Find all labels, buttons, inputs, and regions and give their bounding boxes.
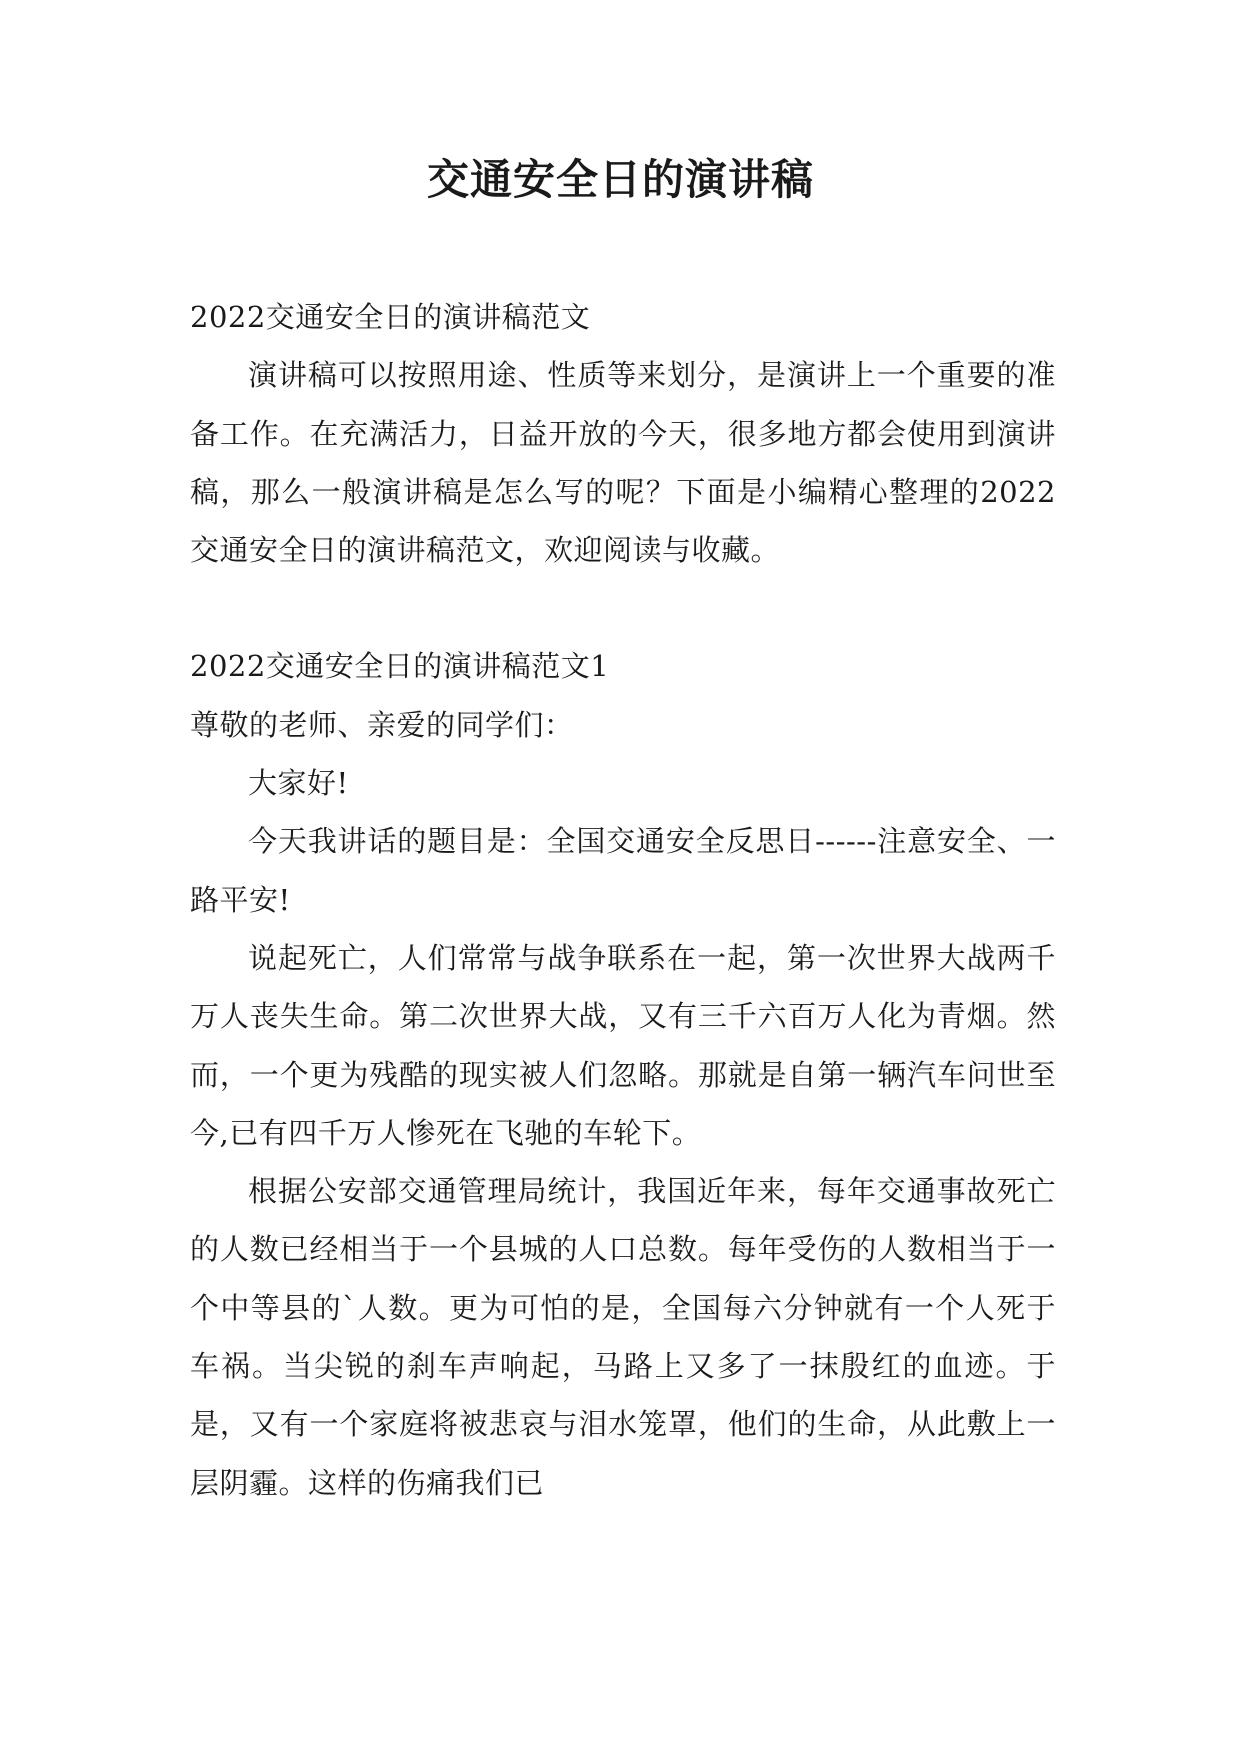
paragraph-spacer <box>190 579 1056 637</box>
greeting-line: 大家好! <box>248 766 349 801</box>
body-paragraph: 说起死亡，人们常常与战争联系在一起，第一次世界大战两千万人丧失生命。第二次世界大战，又有三千六百万人化为青烟。然而，一个更为残酷的现实被人们忽略。那就是自第一辆汽车问世至今,已有四千万人惨死在飞驰的车轮下。 <box>190 940 1056 1150</box>
section-heading: 2022交通安全日的演讲稿范文1 <box>190 649 610 684</box>
document-title: 交通安全日的演讲稿 <box>426 155 814 204</box>
document-body <box>190 288 1056 1512</box>
intro-paragraph: 演讲稿可以按照用途、性质等来划分，是演讲上一个重要的准备工作。在充满活力，日益开放的今天，很多地方都会使用到演讲稿，那么一般演讲稿是怎么写的呢？下面是小编精心整理的2022交通安全日的演讲稿范文，欢迎阅读与收藏。 <box>190 358 1056 568</box>
body-paragraph: 根据公安部交通管理局统计，我国近年来，每年交通事故死亡的人数已经相当于一个县城的人口总数。每年受伤的人数相当于一个中等县的`人数。更为可怕的是，全国每六分钟就有一个人死于车祸。当尖锐的刹车声响起，马路上又多了一抹殷红的血迹。于是，又有一个家庭将被悲哀与泪水笼罩，他们的生命，从此敷上一层阴霾。这样的伤痛我们已 <box>190 1174 1056 1500</box>
subtitle-line: 2022交通安全日的演讲稿范文 <box>190 300 591 334</box>
salutation-line: 尊敬的老师、亲爱的同学们： <box>190 707 574 742</box>
body-paragraph: 今天我讲话的题目是：全国交通安全反思日------注意安全、一路平安! <box>190 824 1056 917</box>
